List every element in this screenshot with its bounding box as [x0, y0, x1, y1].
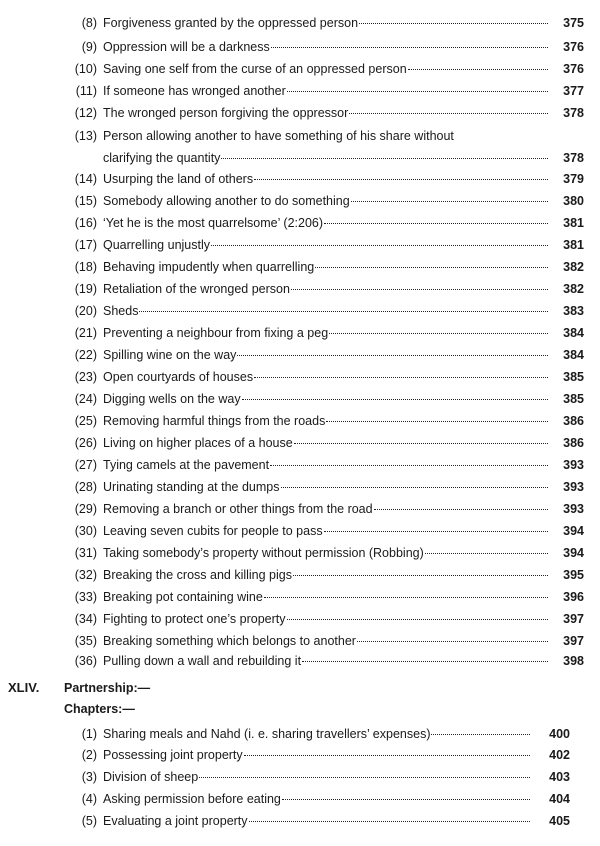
entry-page-number: 403 [549, 770, 570, 784]
entry-page-number: 394 [563, 546, 584, 560]
dot-leader [139, 311, 548, 312]
entry-title-text: Person allowing another to have something of his share without [103, 129, 454, 143]
entry-number: (31) [74, 546, 97, 560]
entry-title [103, 767, 530, 787]
entry-page-number: 376 [563, 62, 584, 76]
entry-page-number: 386 [563, 414, 584, 428]
entry-number: (15) [74, 194, 97, 208]
dot-leader [293, 575, 548, 576]
entry-title [103, 13, 548, 33]
section-title: Partnership:— [64, 681, 151, 695]
entry-page-number: 404 [549, 792, 570, 806]
entry-title-text: Evaluating a joint property [103, 814, 248, 828]
entry-title-text: Saving one self from the curse of an oppressed person [103, 62, 407, 76]
entry-title [103, 126, 548, 146]
entry-page-number: 381 [563, 216, 584, 230]
toc-entry[interactable] [0, 609, 600, 629]
dot-leader [249, 821, 530, 822]
entry-number: (26) [74, 436, 97, 450]
entry-page-number: 375 [563, 16, 584, 30]
entry-title-text: Somebody allowing another to do something [103, 194, 350, 208]
dot-leader [324, 223, 548, 224]
entry-page-number: 385 [563, 392, 584, 406]
dot-leader [294, 443, 548, 444]
entry-page-number: 397 [563, 612, 584, 626]
toc-entry[interactable] [0, 724, 600, 744]
entry-title-text: Leaving seven cubits for people to pass [103, 524, 323, 538]
entry-title [103, 543, 548, 563]
dot-leader [254, 179, 548, 180]
entry-number: (5) [81, 814, 97, 828]
entry-title [103, 279, 548, 299]
entry-title [103, 477, 548, 497]
entry-title-text: Quarrelling unjustly [103, 238, 210, 252]
entry-title [103, 191, 548, 211]
entry-number: (21) [74, 326, 97, 340]
entry-page-number: 402 [549, 748, 570, 762]
entry-page-number: 397 [563, 634, 584, 648]
entry-page-number: 398 [563, 654, 584, 668]
entry-title [103, 169, 548, 189]
entry-title [103, 811, 530, 831]
dot-leader [329, 333, 548, 334]
entry-title-text: Open courtyards of houses [103, 370, 254, 384]
toc-entry[interactable] [0, 767, 600, 787]
toc-entry[interactable] [0, 191, 600, 211]
toc-entry[interactable] [0, 59, 600, 79]
dot-leader [237, 355, 548, 356]
toc-entry[interactable] [0, 323, 600, 343]
entry-title-text: If someone has wronged another [103, 84, 286, 98]
entry-title [103, 389, 548, 409]
dot-leader [199, 777, 530, 778]
dot-leader [349, 113, 548, 114]
entry-page-number: 384 [563, 348, 584, 362]
entry-title-text: Tying camels at the pavement [103, 458, 270, 472]
toc-entry[interactable] [0, 587, 600, 607]
toc-entry[interactable] [0, 631, 600, 651]
entry-number: (29) [74, 502, 97, 516]
entry-title-text: Taking somebody’s property without permission (Robbing) [103, 546, 424, 560]
entry-number: (9) [81, 40, 97, 54]
entry-title [103, 81, 548, 101]
entry-title-text: Behaving impudently when quarrelling [103, 260, 315, 274]
entry-title [103, 235, 548, 255]
entry-number: (18) [74, 260, 97, 274]
toc-entry[interactable] [0, 477, 600, 497]
toc-entry[interactable] [0, 235, 600, 255]
entry-title [103, 724, 530, 744]
entry-title [103, 499, 548, 519]
entry-number: (12) [74, 106, 97, 120]
toc-entry[interactable] [0, 499, 600, 519]
entry-page-number: 378 [563, 151, 584, 165]
section-number: XLIV. [8, 680, 40, 695]
entry-title-text: Digging wells on the way [103, 392, 241, 406]
dot-leader [211, 245, 548, 246]
entry-title [103, 651, 548, 671]
entry-page-number: 384 [563, 326, 584, 340]
entry-number: (30) [74, 524, 97, 538]
entry-number: (28) [74, 480, 97, 494]
entry-title [103, 367, 548, 387]
dot-leader [357, 641, 548, 642]
dot-leader [425, 553, 548, 554]
dot-leader [244, 755, 530, 756]
toc-entry[interactable] [0, 433, 600, 453]
dot-leader [408, 69, 548, 70]
entry-number: (23) [74, 370, 97, 384]
toc-entry[interactable] [0, 455, 600, 475]
entry-number: (2) [81, 748, 97, 762]
entry-title [103, 59, 548, 79]
entry-number: (36) [74, 654, 97, 668]
entry-title [103, 455, 548, 475]
entry-number: (4) [81, 792, 97, 806]
dot-leader [324, 531, 548, 532]
entry-title-text: Breaking the cross and killing pigs [103, 568, 292, 582]
dot-leader [291, 289, 548, 290]
entry-title-text: Sheds [103, 304, 139, 318]
dot-leader [254, 377, 548, 378]
entry-title-text: ‘Yet he is the most quarrelsome’ (2:206) [103, 216, 324, 230]
toc-entry[interactable] [0, 789, 600, 809]
entry-page-number: 396 [563, 590, 584, 604]
entry-number: (35) [74, 634, 97, 648]
entry-title [103, 745, 530, 765]
entry-title-text: Possessing joint property [103, 748, 243, 762]
dot-leader [351, 201, 548, 202]
entry-number: (32) [74, 568, 97, 582]
toc-entry[interactable] [0, 103, 600, 123]
dot-leader [359, 23, 548, 24]
entry-page-number: 376 [563, 40, 584, 54]
entry-number: (19) [74, 282, 97, 296]
entry-title [103, 103, 548, 123]
entry-page-number: 380 [563, 194, 584, 208]
dot-leader [270, 465, 548, 466]
entry-page-number: 395 [563, 568, 584, 582]
entry-title [103, 789, 530, 809]
entry-number: (8) [81, 16, 97, 30]
entry-title [103, 565, 548, 585]
entry-page-number: 405 [549, 814, 570, 828]
entry-number: (3) [81, 770, 97, 784]
entry-title [103, 631, 548, 651]
entry-page-number: 381 [563, 238, 584, 252]
entry-title [103, 411, 548, 431]
entry-title [103, 323, 548, 343]
entry-page-number: 400 [549, 727, 570, 741]
entry-title [103, 345, 548, 365]
entry-page-number: 393 [563, 458, 584, 472]
dot-leader [326, 421, 548, 422]
entry-title [103, 148, 548, 168]
toc-entry[interactable] [0, 257, 600, 277]
chapters-label: Chapters:— [64, 702, 135, 716]
entry-number: (20) [74, 304, 97, 318]
entry-title [103, 587, 548, 607]
entry-page-number: 377 [563, 84, 584, 98]
entry-title-text: Division of sheep [103, 770, 199, 784]
toc-entry[interactable] [0, 543, 600, 563]
toc-entry[interactable] [0, 169, 600, 189]
entry-number: (10) [74, 62, 97, 76]
entry-title-text: Oppression will be a darkness [103, 40, 270, 54]
entry-number: (13) [74, 129, 97, 143]
dot-leader [431, 734, 530, 735]
entry-page-number: 378 [563, 106, 584, 120]
entry-number: (27) [74, 458, 97, 472]
entry-title [103, 257, 548, 277]
entry-title-text: Breaking something which belongs to another [103, 634, 356, 648]
entry-number: (22) [74, 348, 97, 362]
entry-title-text: Removing a branch or other things from the road [103, 502, 373, 516]
entry-title [103, 213, 548, 233]
entry-title-text: Breaking pot containing wine [103, 590, 263, 604]
entry-title-text: Spilling wine on the way [103, 348, 237, 362]
entry-title-text: Pulling down a wall and rebuilding it [103, 654, 302, 668]
entry-title [103, 301, 548, 321]
dot-leader [287, 619, 548, 620]
entry-page-number: 393 [563, 502, 584, 516]
toc-entry[interactable] [0, 148, 600, 168]
toc-entry[interactable] [0, 345, 600, 365]
entry-number: (17) [74, 238, 97, 252]
entry-title-text: Urinating standing at the dumps [103, 480, 280, 494]
entry-title [103, 521, 548, 541]
entry-page-number: 379 [563, 172, 584, 186]
entry-page-number: 383 [563, 304, 584, 318]
toc-entry[interactable] [0, 301, 600, 321]
entry-title-text: Fighting to protect one’s property [103, 612, 286, 626]
entry-number: (33) [74, 590, 97, 604]
toc-entry[interactable] [0, 126, 600, 146]
toc-entry[interactable] [0, 367, 600, 387]
toc-entry[interactable] [0, 81, 600, 101]
entry-page-number: 382 [563, 282, 584, 296]
entry-title-text: Forgiveness granted by the oppressed person [103, 16, 359, 30]
entry-title-text: Living on higher places of a house [103, 436, 293, 450]
entry-title-text: Preventing a neighbour from fixing a peg [103, 326, 329, 340]
entry-title-text: Retaliation of the wronged person [103, 282, 290, 296]
entry-number: (11) [75, 84, 97, 98]
entry-title [103, 433, 548, 453]
entry-page-number: 393 [563, 480, 584, 494]
entry-title [103, 609, 548, 629]
dot-leader [242, 399, 548, 400]
toc-entry[interactable] [0, 811, 600, 831]
entry-title-text: clarifying the quantity [103, 151, 221, 165]
entry-number: (25) [74, 414, 97, 428]
entry-number: (34) [74, 612, 97, 626]
toc-entry[interactable] [0, 389, 600, 409]
entry-number: (14) [74, 172, 97, 186]
entry-title-text: The wronged person forgiving the oppressor [103, 106, 349, 120]
entry-title-text: Removing harmful things from the roads [103, 414, 326, 428]
dot-leader [264, 597, 548, 598]
toc-entry[interactable] [0, 745, 600, 765]
entry-title-text: Asking permission before eating [103, 792, 281, 806]
toc-entry[interactable] [0, 411, 600, 431]
toc-entry[interactable] [0, 37, 600, 57]
toc-entry[interactable] [0, 213, 600, 233]
entry-number: (24) [74, 392, 97, 406]
dot-leader [315, 267, 548, 268]
dot-leader [271, 47, 548, 48]
dot-leader [374, 509, 548, 510]
entry-page-number: 382 [563, 260, 584, 274]
entry-page-number: 386 [563, 436, 584, 450]
toc-entry[interactable] [0, 565, 600, 585]
entry-page-number: 394 [563, 524, 584, 538]
entry-title [103, 37, 548, 57]
entry-title-text: Sharing meals and Nahd (i. e. sharing travellers’ expenses) [103, 727, 431, 741]
dot-leader [282, 799, 530, 800]
toc-entry[interactable] [0, 279, 600, 299]
toc-entry[interactable] [0, 651, 600, 671]
entry-page-number: 385 [563, 370, 584, 384]
dot-leader [221, 158, 548, 159]
entry-title-text: Usurping the land of others [103, 172, 254, 186]
entry-number: (1) [81, 727, 97, 741]
dot-leader [281, 487, 549, 488]
toc-entry[interactable] [0, 13, 600, 33]
dot-leader [302, 661, 548, 662]
entry-number: (16) [74, 216, 97, 230]
toc-entry[interactable] [0, 521, 600, 541]
dot-leader [287, 91, 548, 92]
